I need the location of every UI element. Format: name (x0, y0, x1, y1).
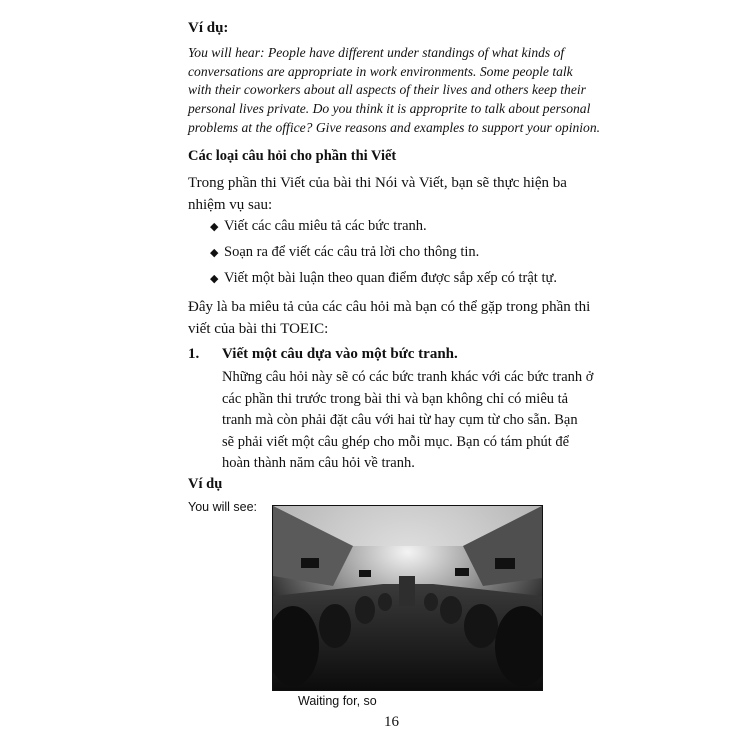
example-line: You will hear: People have different under standings of what kinds of (188, 45, 565, 60)
item-number: 1. (188, 346, 200, 362)
example-line: personal lives private. Do you think it is approprite to talk about personal (188, 101, 591, 117)
item-line: tranh mà còn phải đặt câu với hai từ hay cụm từ cho sẵn. Bạn (222, 412, 578, 428)
intro-line: Trong phần thi Viết của bài thi Nói và Viết, bạn sẽ thực hiện ba (188, 175, 567, 191)
example-label: Ví dụ: (188, 20, 229, 36)
section-heading: Các loại câu hỏi cho phần thi Viết (188, 148, 397, 164)
followup-line: Đây là ba miêu tả của các câu hỏi mà bạn có thể gặp trong phần thi (188, 299, 591, 315)
followup-paragraph (188, 296, 590, 340)
you-will-see-label: You will see: (188, 500, 258, 514)
example-paragraph (188, 44, 618, 138)
intro-paragraph (188, 172, 567, 216)
airplane-cabin-illustration (273, 506, 542, 690)
bullet-item (210, 270, 557, 287)
example-line: problems at the office? Give reasons and examples to support your opinion. (188, 119, 601, 135)
airplane-cabin-photo (272, 505, 543, 691)
bullet-item (210, 244, 479, 261)
example-line: conversations are appropriate in work environments. Some people talk (188, 63, 573, 79)
bullet-text: Soạn ra để viết các câu trả lời cho thông tin. (224, 244, 480, 260)
example-label-2: Ví dụ (188, 476, 223, 492)
bullet-text: Viết một bài luận theo quan điểm được sắp xếp có trật tự. (224, 270, 557, 286)
item-line: các phần thi trước trong bài thi và bạn không chỉ có miêu tả (222, 390, 569, 407)
diamond-bullet-icon: ◆ (210, 273, 219, 285)
item-line: sẽ phải viết một câu ghép cho mỗi mục. Bạn có tám phút để (222, 433, 570, 450)
item-title: Viết một câu dựa vào một bức tranh. (222, 346, 458, 362)
item-line: hoàn thành năm câu hỏi về tranh. (222, 455, 415, 471)
diamond-bullet-icon: ◆ (210, 247, 219, 259)
bullet-text: Viết các câu miêu tả các bức tranh. (224, 218, 427, 234)
example-line: with their coworkers about all aspects of their lives and others keep their (188, 82, 586, 98)
followup-line: viết của bài thi TOEIC: (188, 321, 329, 337)
page-number: 16 (384, 714, 399, 730)
item-line: Những câu hỏi này sẽ có các bức tranh khác với các bức tranh ở (222, 369, 594, 385)
diamond-bullet-icon: ◆ (210, 221, 219, 233)
intro-line: nhiệm vụ sau: (188, 197, 273, 213)
bullet-item (210, 218, 427, 235)
item-paragraph (222, 367, 593, 475)
image-caption: Waiting for, so (298, 694, 377, 708)
